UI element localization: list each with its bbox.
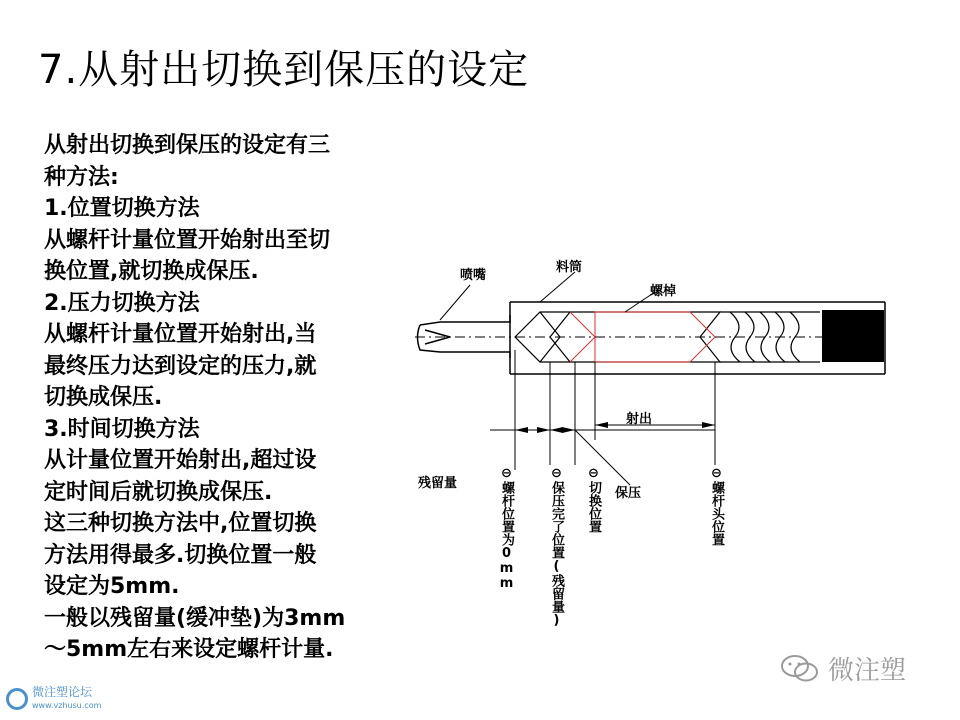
screw-label: 螺棹 — [650, 284, 677, 299]
text-line: 从螺杆计量位置开始射出至切 — [44, 227, 331, 253]
dimension-lines — [490, 350, 715, 485]
text-line: 最终压力达到设定的压力,就 — [44, 353, 317, 379]
text-line: 定时间后就切换成保压. — [44, 479, 273, 505]
residual-label: 残留量 — [418, 476, 458, 491]
wechat-icon — [780, 654, 820, 684]
text-line: 这三种切换方法中,位置切换 — [44, 511, 317, 536]
injection-label: 射出 — [626, 412, 653, 427]
slide-title: 7.从射出切换到保压的设定 — [38, 47, 530, 93]
dimension-arrows — [515, 422, 715, 433]
forum-name: 微注塑论坛 — [32, 685, 93, 699]
text-line: 从射出切换到保压的设定有三 — [44, 133, 331, 158]
forum-logo-icon — [6, 688, 28, 710]
text-line: 种方法: — [44, 164, 119, 190]
text-line: 1.位置切换方法 — [44, 196, 200, 221]
forum-logo — [6, 686, 101, 712]
screw-end-block — [822, 310, 884, 362]
wechat-watermark — [780, 650, 906, 687]
pos-switch-label: ⊖切换位置 — [586, 466, 601, 533]
pos-head-label: ⊖螺杆头位置 — [709, 466, 724, 546]
text-line: 设定为5mm. — [44, 574, 180, 599]
forum-url: www.vzhusu.com — [32, 701, 102, 710]
pos-hold-end-label: ⊖保压完了位置(残留量) — [549, 466, 564, 628]
text-line: 从螺杆计量位置开始射出,当 — [44, 322, 317, 347]
text-line: 方法用得最多.切换位置一般 — [44, 542, 317, 568]
text-line: 换位置,就切换成保压. — [44, 259, 259, 284]
wechat-account-name: 微注塑 — [828, 656, 907, 686]
hold-pressure-label: 保压 — [615, 486, 642, 501]
body-text — [44, 130, 404, 666]
text-line: 一般以残留量(缓冲垫)为3mm — [44, 605, 346, 631]
barrel-label: 料筒 — [556, 260, 583, 275]
text-line: 切换成保压. — [44, 385, 163, 410]
text-line: 3.时间切换方法 — [44, 416, 200, 442]
text-line: ～5mm左右来设定螺杆计量. — [44, 637, 334, 662]
text-line: 2.压力切换方法 — [44, 290, 200, 316]
text-line: 从计量位置开始射出,超过设 — [44, 448, 317, 473]
pos-zero-label: ⊖螺杆位置为0mm — [499, 466, 514, 591]
nozzle-label: 喷嘴 — [460, 268, 487, 283]
